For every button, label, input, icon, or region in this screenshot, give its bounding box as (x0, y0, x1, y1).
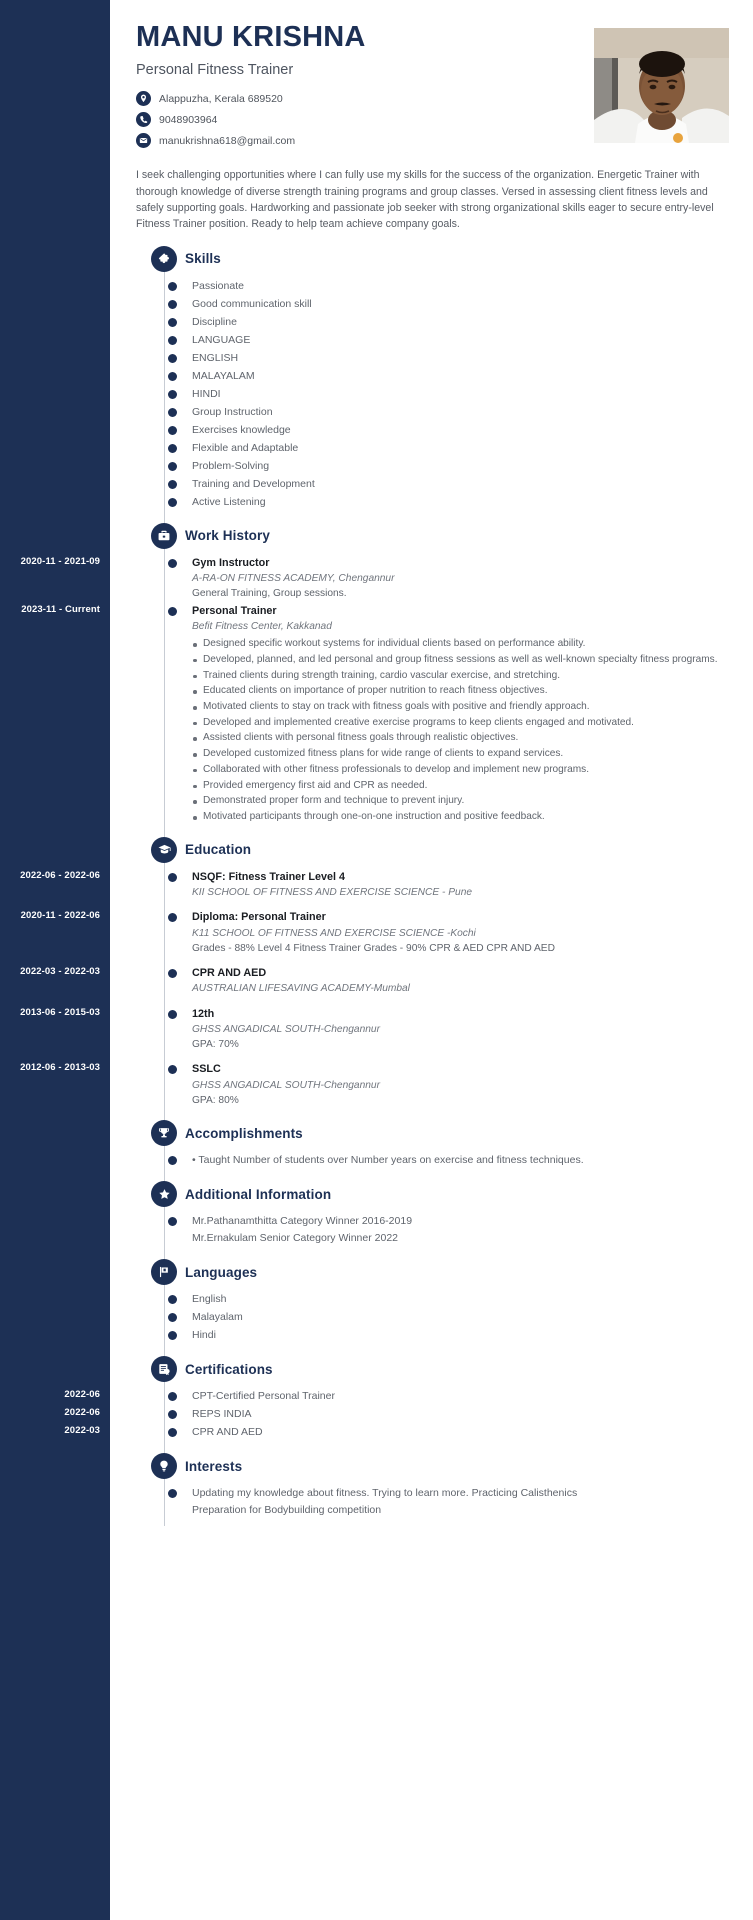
section-title-education: Education (185, 842, 252, 858)
timeline-dot (168, 1428, 177, 1437)
location-text: Alappuzha, Kerala 689520 (159, 92, 283, 105)
header-text-block (128, 22, 584, 154)
date-label: 2022-06 (64, 1407, 100, 1419)
date-label: 2022-03 (64, 1425, 100, 1437)
timeline-dot (168, 1065, 177, 1074)
briefcase-icon (151, 523, 177, 549)
accomplishment-text: • Taught Number of students over Number years on exercise and fitness techniques. (192, 1154, 584, 1167)
skill-label: LANGUAGE (192, 333, 251, 346)
degree-title: Diploma: Personal Trainer (192, 911, 326, 924)
education-note: GPA: 70% (192, 1039, 239, 1051)
section-title-certifications: Certifications (185, 1361, 273, 1377)
certificate-icon (151, 1356, 177, 1382)
section-header-accomplishments (136, 1120, 729, 1146)
table-row (136, 603, 729, 825)
skill-label: Passionate (192, 279, 244, 292)
timeline-dot (168, 969, 177, 978)
date-label: 2020-11 - 2022-06 (20, 910, 100, 922)
section-title-interests: Interests (185, 1458, 243, 1474)
education-note: GPA: 80% (192, 1094, 239, 1106)
section-header-education (136, 837, 729, 863)
section-header-skills (136, 246, 729, 272)
phone-icon (136, 112, 151, 127)
timeline-dot (168, 1156, 177, 1165)
timeline-dot (168, 300, 177, 309)
sidebar-date-rail (0, 0, 110, 1920)
list-item (136, 1213, 729, 1247)
date-label: 2012-06 - 2013-03 (20, 1062, 100, 1074)
section-accomplishments (136, 1120, 729, 1169)
contact-location (136, 91, 584, 106)
list-item: Developed customized fitness plans for wide range of clients to expand services. (192, 747, 729, 762)
list-item (136, 422, 729, 439)
section-certifications (136, 1356, 729, 1441)
additional-info-line: Mr.Ernakulam Senior Category Winner 2022 (192, 1232, 399, 1245)
timeline-dot (168, 282, 177, 291)
section-title-work-history: Work History (185, 528, 270, 544)
date-label: 2020-11 - 2021-09 (20, 555, 100, 567)
list-item (136, 458, 729, 475)
section-title-languages: Languages (185, 1264, 258, 1280)
lightbulb-icon (151, 1453, 177, 1479)
job-title: Personal Trainer (192, 604, 277, 617)
timeline-dot (168, 1331, 177, 1340)
timeline-dot (168, 462, 177, 471)
section-interests (136, 1453, 729, 1519)
certification-label: REPS INDIA (192, 1408, 252, 1421)
section-education (136, 837, 729, 1108)
timeline-dot (168, 408, 177, 417)
list-item: Developed and implemented creative exercise programs to keep clients engaged and motivated. (192, 716, 729, 731)
skill-label: Good communication skill (192, 297, 312, 310)
phone-text: 9048903964 (159, 113, 218, 126)
timeline-dot (168, 913, 177, 922)
timeline-dot (168, 1010, 177, 1019)
list-item (136, 296, 729, 313)
section-skills (136, 246, 729, 511)
list-item: Motivated participants through one-on-one instruction and positive feedback. (192, 810, 729, 825)
table-row (136, 1406, 729, 1423)
timeline-dot (168, 372, 177, 381)
timeline-dot (168, 559, 177, 568)
skill-label: Group Instruction (192, 405, 273, 418)
education-list (136, 869, 729, 1108)
section-header-certifications (136, 1356, 729, 1382)
section-languages (136, 1259, 729, 1344)
list-item (136, 1309, 729, 1326)
section-header-work-history (136, 523, 729, 549)
certifications-list (136, 1388, 729, 1441)
education-note: Grades - 88% Level 4 Fitness Trainer Grades - 90% CPR & AED CPR AND AED (192, 942, 555, 954)
timeline-dot (168, 336, 177, 345)
institution-name: KII SCHOOL OF FITNESS AND EXERCISE SCIENCE - Pune (192, 887, 473, 899)
trophy-icon (151, 1120, 177, 1146)
location-pin-icon (136, 91, 151, 106)
resume-content (110, 0, 753, 1920)
certification-label: CPT-Certified Personal Trainer (192, 1390, 335, 1403)
timeline-dot (168, 480, 177, 489)
certification-label: CPR AND AED (192, 1426, 263, 1439)
job-duties-list (192, 637, 729, 825)
section-title-additional-information: Additional Information (185, 1186, 332, 1202)
institution-name: GHSS ANGADICAL SOUTH-Chengannur (192, 1023, 380, 1035)
list-item (136, 404, 729, 421)
table-row (136, 1061, 729, 1108)
date-label: 2022-06 - 2022-06 (20, 869, 100, 881)
language-label: Hindi (192, 1329, 216, 1342)
language-label: Malayalam (192, 1311, 243, 1324)
section-header-languages (136, 1259, 729, 1285)
list-item: Educated clients on importance of proper nutrition to reach fitness objectives. (192, 684, 729, 699)
degree-title: CPR AND AED (192, 967, 267, 980)
table-row (136, 965, 729, 996)
additional-info-line: Mr.Pathanamthitta Category Winner 2016-2019 (192, 1215, 413, 1228)
date-label: 2022-06 (64, 1389, 100, 1401)
professional-summary: I seek challenging opportunities where I can fully use my skills for the success of the organization. Energetic Trainer with thorough knowledge of diverse strength training programs and group classes. Versed in assessing client fitness levels and safely supporting goals. Hardworking and passionate job seeker with strong organizational skills eager to secure entry-level Fitness Trainer position. Ready to help team achieve company goals. (136, 169, 714, 230)
list-item (136, 476, 729, 493)
table-row (136, 1388, 729, 1405)
avatar (594, 28, 729, 143)
list-item (136, 386, 729, 403)
flag-icon (151, 1259, 177, 1285)
date-label: 2022-03 - 2022-03 (20, 966, 100, 978)
skill-label: MALAYALAM (192, 369, 255, 382)
section-header-interests (136, 1453, 729, 1479)
list-item (136, 1152, 729, 1169)
list-item: Trained clients during strength training, cardio vascular exercise, and stretching. (192, 669, 729, 684)
interests-list (136, 1485, 729, 1519)
timeline-dot (168, 1295, 177, 1304)
skill-label: Flexible and Adaptable (192, 441, 299, 454)
employer-name: A-RA-ON FITNESS ACADEMY, Chengannur (192, 573, 395, 584)
graduation-cap-icon (151, 837, 177, 863)
list-item (136, 368, 729, 385)
skill-label: Training and Development (192, 477, 315, 490)
institution-name: GHSS ANGADICAL SOUTH-Chengannur (192, 1079, 380, 1091)
table-row (136, 555, 729, 602)
list-item: Developed, planned, and led personal and group fitness sessions as well as well-known specialty fitness programs. (192, 653, 729, 668)
work-history-list (136, 555, 729, 825)
resume-timeline (128, 246, 729, 1532)
timeline-dot (168, 873, 177, 882)
list-item: Demonstrated proper form and technique to prevent injury. (192, 794, 729, 809)
table-row (136, 1424, 729, 1441)
list-item (136, 440, 729, 457)
section-header-additional-information (136, 1181, 729, 1207)
star-badge-icon (151, 1181, 177, 1207)
date-label: 2013-06 - 2015-03 (20, 1006, 100, 1018)
list-item: Provided emergency first aid and CPR as needed. (192, 779, 729, 794)
job-note: General Training, Group sessions. (192, 588, 347, 600)
degree-title: 12th (192, 1007, 215, 1020)
list-item (136, 1327, 729, 1344)
list-item (136, 278, 729, 295)
skill-label: HINDI (192, 387, 221, 400)
skill-label: Problem-Solving (192, 459, 270, 472)
contact-email (136, 133, 584, 148)
timeline-dot (168, 444, 177, 453)
timeline-dot (168, 426, 177, 435)
section-title-accomplishments: Accomplishments (185, 1125, 303, 1141)
list-item (136, 1485, 729, 1519)
skill-label: ENGLISH (192, 351, 239, 364)
timeline-dot (168, 1313, 177, 1322)
list-item: Collaborated with other fitness professionals to develop and implement new programs. (192, 763, 729, 778)
email-text: manukrishna618@gmail.com (159, 134, 296, 147)
timeline-dot (168, 1217, 177, 1226)
timeline-dot (168, 1489, 177, 1498)
skill-label: Exercises knowledge (192, 423, 291, 436)
list-item (136, 332, 729, 349)
section-work-history (136, 523, 729, 825)
skill-label: Discipline (192, 315, 237, 328)
sidebar-dates (0, 0, 110, 1920)
interest-line: Updating my knowledge about fitness. Trying to learn more. Practicing Calisthenics (192, 1487, 578, 1500)
table-row (136, 909, 729, 956)
interest-line: Preparation for Bodybuilding competition (192, 1504, 382, 1517)
degree-title: NSQF: Fitness Trainer Level 4 (192, 870, 346, 883)
date-label: 2023-11 - Current (21, 603, 100, 615)
timeline-dot (168, 1410, 177, 1419)
list-item: Motivated clients to stay on track with fitness goals with positive and friendly approach. (192, 700, 729, 715)
section-additional-information (136, 1181, 729, 1247)
timeline-dot (168, 318, 177, 327)
table-row (136, 869, 729, 900)
list-item: Designed specific workout systems for individual clients based on performance ability. (192, 637, 729, 652)
timeline-dot (168, 607, 177, 616)
list-item (136, 350, 729, 367)
list-item (136, 314, 729, 331)
languages-list (136, 1291, 729, 1344)
section-title-skills: Skills (185, 251, 221, 267)
timeline-dot (168, 390, 177, 399)
institution-name: AUSTRALIAN LIFESAVING ACADEMY-Mumbal (192, 983, 410, 995)
table-row (136, 1006, 729, 1053)
job-title: Gym Instructor (192, 556, 270, 569)
list-item: Assisted clients with personal fitness goals through realistic objectives. (192, 731, 729, 746)
accomplishments-list (136, 1152, 729, 1169)
language-label: English (192, 1293, 227, 1306)
resume-header (128, 22, 729, 154)
puzzle-piece-icon (151, 246, 177, 272)
skill-label: Active Listening (192, 495, 266, 508)
timeline-dot (168, 354, 177, 363)
skills-list (136, 278, 729, 511)
degree-title: SSLC (192, 1063, 221, 1076)
employer-name: Befit Fitness Center, Kakkanad (192, 620, 332, 632)
timeline-dot (168, 1392, 177, 1401)
envelope-icon (136, 133, 151, 148)
job-role-subtitle: Personal Fitness Trainer (136, 62, 294, 79)
additional-information-list (136, 1213, 729, 1247)
institution-name: K11 SCHOOL OF FITNESS AND EXERCISE SCIENCE -Kochi (192, 927, 476, 939)
list-item (136, 1291, 729, 1308)
page-title: MANU KRISHNA (136, 21, 366, 53)
list-item (136, 494, 729, 511)
contact-phone (136, 112, 584, 127)
timeline-dot (168, 498, 177, 507)
